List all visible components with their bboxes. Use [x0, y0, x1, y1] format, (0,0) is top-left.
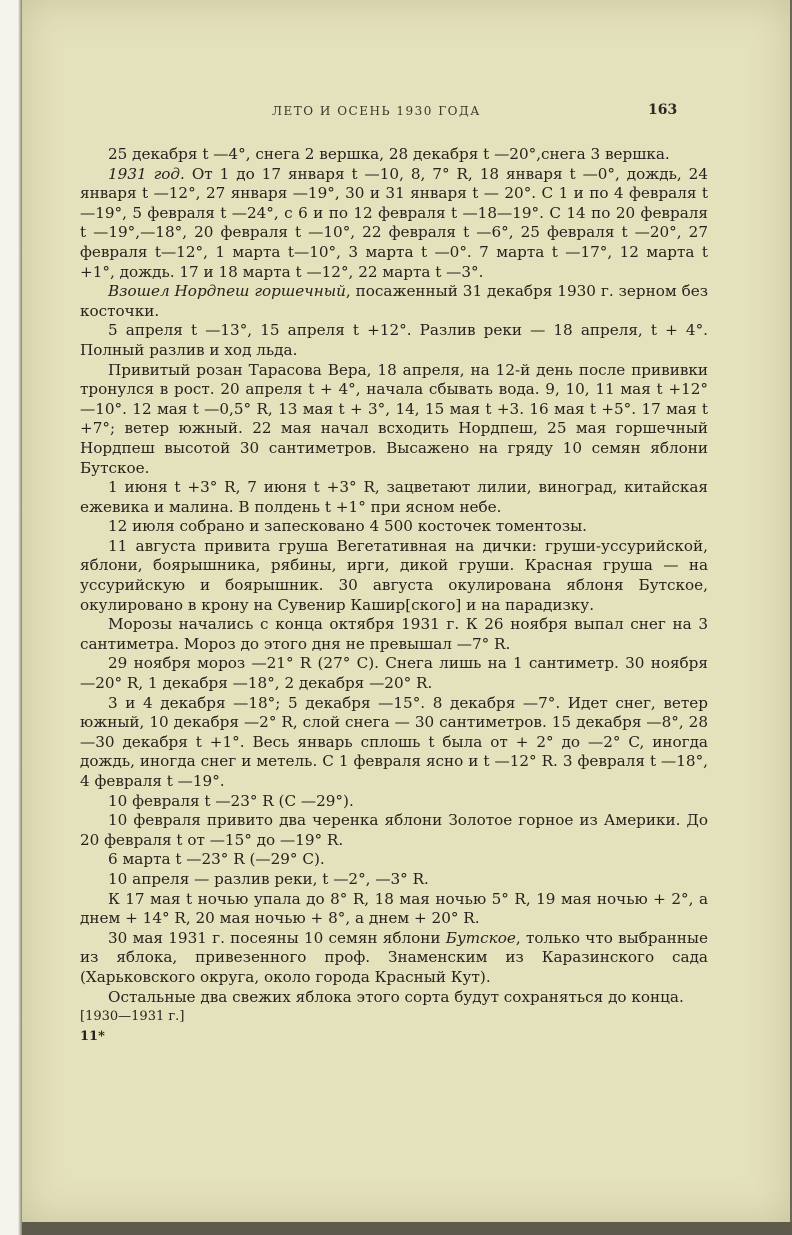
paragraph: К 17 мая t ночью упала до 8° R, 18 мая ночью 5° R, 19 мая ночью + 2°, а днем + 14° R, 20 мая ночью + 8°, а днем + 20° R. — [80, 889, 708, 928]
paragraph: 3 и 4 декабря —18°; 5 декабря —15°. 8 декабря —7°. Идет снег, ветер южный, 10 декабря —2° R, слой снега — 30 сантиметров. 15 декабря —8°, 28—30 декабря t +1°. Весь январь сплошь t была от + 2° до —2° C, иногда дождь, иногда снег и метель. С 1 февраля ясно и t —12° R. 3 февраля t —18°, 4 февраля t —19°. — [80, 693, 708, 790]
paragraph: 6 марта t —23° R (—29° C). — [108, 850, 325, 869]
page-header — [22, 104, 790, 124]
signature-mark: 11* — [80, 1028, 105, 1044]
paragraph: 10 февраля привито два черенка яблони Золотое горное из Америки. До 20 февраля t от —15° до —19° R. — [80, 811, 708, 849]
paragraph: 12 июля собрано и запесковано 4 500 косточек томентозы. — [108, 517, 588, 536]
paragraph: Остальные два свежих яблока этого сорта будут сохраняться до конца. — [108, 987, 684, 1006]
variety-name: Взошел Нордпеш горшечный — [108, 282, 346, 301]
year-heading: 1931 год. — [108, 164, 185, 183]
date-note: [1930—1931 г.] — [80, 1009, 185, 1025]
paragraph: 11 августа привита груша Вегетативная на дички: груши-уссурийской, яблони, боярышника, рябины, ирги, дикой груши. Красная груша — на уссурийскую и боярышник. 30 августа окулирована яблоня Бутское, окулировано в крону на Сувенир Кашир[ского] и на парадизку. — [80, 536, 708, 614]
paragraph: Привитый розан Тарасова Вера, 18 апреля, на 12-й день после прививки тронулся в рост. 20 апреля t + 4°, начала сбывать вода. 9, 10, 11 мая t +12° —10°. 12 мая t —0,5° R, 13 мая t + 3°, 14, 15 мая t +3. 16 мая t +5°. 17 мая t +7°; ветер южный. 22 мая начал всходить Нордпеш, 25 мая горшечный Нордпеш высотой 30 сантиметров. Высажено на гряду 10 семян яблони Бутское. — [80, 360, 708, 477]
paragraph: 29 ноября мороз —21° R (27° C). Снега лишь на 1 сантиметр. 30 ноября —20° R, 1 декабря —18°, 2 декабря —20° R. — [80, 654, 708, 693]
paragraph: 1931 год. От 1 до 17 января t —10, 8, 7° R, 18 января t —0°, дождь, 24 января t —12°, 27 января —19°, 30 и 31 января t — 20°. С 1 и по 4 февраля t —19°, 5 февраля t —24°, с 6 и по 12 февраля t —18—19°. С 14 по 20 февраля t —19°,—18°, 20 февраля t —10°, 22 февраля t —6°, 25 февраля t —20°, 27 февраля t—12°, 1 марта t—10°, 3 марта t —0°. 7 марта t —17°, 12 марта t +1°, дождь. 17 и 18 марта t —12°, 22 марта t —3°. — [80, 164, 708, 281]
paragraph: 25 декабря t —4°, снега 2 вершка, 28 декабря t —20°,снега 3 вершка. — [108, 145, 670, 163]
paragraph: 5 апреля t —13°, 15 апреля t +12°. Разлив реки — 18 апреля, t + 4°. Полный разлив и ход льда. — [80, 321, 708, 359]
paragraph: 30 мая 1931 г. посеяны 10 семян яблони Бутское, только что выбранные из яблока, привезенного проф. Знаменским из Каразинского сада (Харьковского округа, около города Красный Кут). — [80, 928, 709, 986]
bottom-edge — [22, 1222, 792, 1235]
book-page — [22, 0, 790, 1222]
paragraph: Морозы начались с конца октября 1931 г. К 26 ноября выпал снег на 3 сантиметра. Мороз до этого дня не превышал —7° R. — [80, 615, 708, 653]
paragraph: 1 июня t +3° R, 7 июня t +3° R, зацветают лилии, виноград, китайская ежевика и малина. В полдень t +1° при ясном небе. — [80, 478, 708, 516]
paragraph: Взошел Нордпеш горшечный, посаженный 31 декабря 1930 г. зерном без косточки. — [80, 282, 708, 320]
page-edge — [0, 0, 22, 1235]
variety-name: Бутское — [445, 928, 516, 947]
paragraph: 10 апреля — разлив реки, t —2°, —3° R. — [108, 869, 429, 888]
page-number: 163 — [648, 102, 678, 118]
running-title: ЛЕТО И ОСЕНЬ 1930 ГОДА — [272, 104, 481, 118]
body-text — [80, 145, 708, 1046]
paragraph: 10 февраля t —23° R (C —29°). — [108, 791, 354, 810]
